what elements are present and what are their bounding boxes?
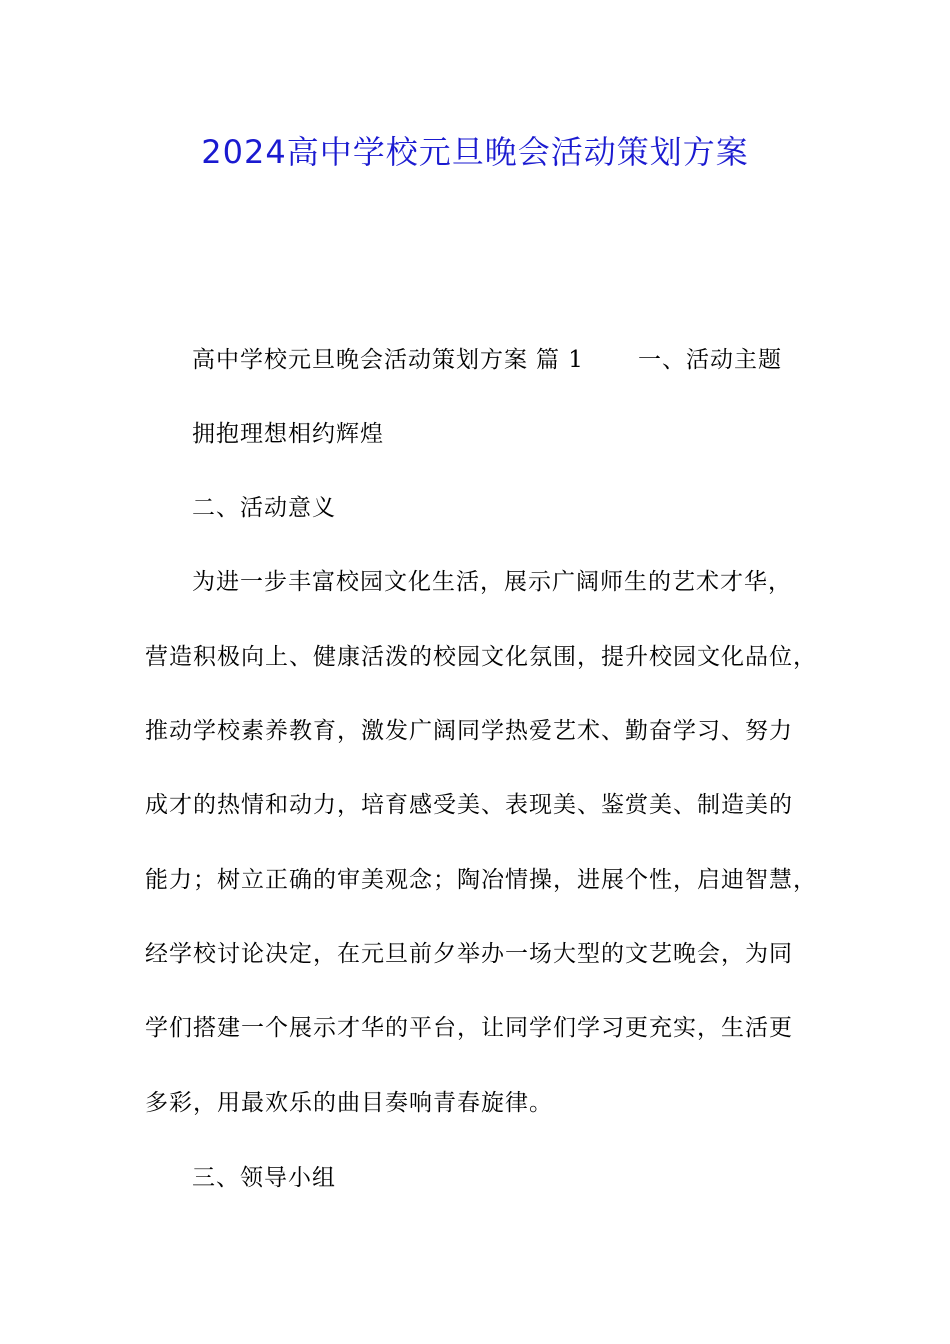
paragraph-line: 为进一步丰富校园文化生活，展示广阔师生的艺术才华， — [192, 569, 792, 595]
section-heading-theme: 一、活动主题 — [637, 347, 782, 373]
intro-line — [192, 340, 782, 380]
section-heading-significance: 二、活动意义 — [192, 495, 336, 521]
paragraph-line: 推动学校素养教育，激发广阔同学热爱艺术、勤奋学习、努力 — [145, 718, 793, 744]
article-number: 篇 1 — [536, 347, 584, 373]
paragraph-line: 经学校讨论决定，在元旦前夕举办一场大型的文艺晚会，为同 — [145, 941, 793, 967]
intro-text: 高中学校元旦晚会活动策划方案 — [192, 347, 528, 373]
paragraph-line: 学们搭建一个展示才华的平台，让同学们学习更充实，生活更 — [145, 1015, 793, 1041]
theme-text: 拥抱理想相约辉煌 — [192, 421, 384, 447]
paragraph-line: 营造积极向上、健康活泼的校园文化氛围，提升校园文化品位， — [145, 644, 817, 670]
paragraph-line: 成才的热情和动力，培育感受美、表现美、鉴赏美、制造美的 — [145, 792, 793, 818]
document-title: 2024高中学校元旦晚会活动策划方案 — [201, 133, 749, 171]
paragraph-line: 多彩，用最欢乐的曲目奏响青春旋律。 — [145, 1090, 553, 1116]
section-heading-leadership: 三、领导小组 — [192, 1165, 336, 1191]
paragraph-line: 能力；树立正确的审美观念；陶冶情操，进展个性，启迪智慧， — [145, 867, 817, 893]
